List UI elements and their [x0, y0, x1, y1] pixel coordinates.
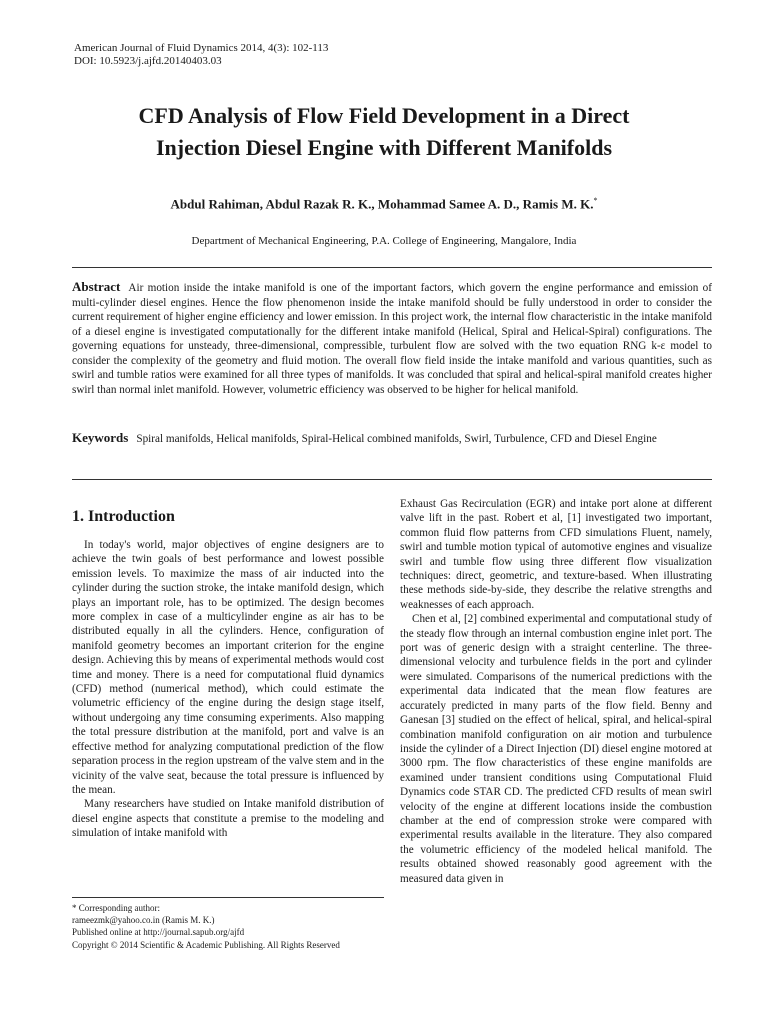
- keywords-label: Keywords: [72, 430, 129, 445]
- keywords: [72, 430, 712, 447]
- right-column: [400, 497, 712, 886]
- intro-paragraph-2: Many researchers have studied on Intake manifold distribution of diesel engine aspects that constitute a premise to the modeling and simulation of intake manifold with: [72, 798, 384, 840]
- footnotes: [72, 902, 384, 951]
- top-divider: [72, 267, 712, 268]
- author-list: [40, 196, 728, 212]
- journal-citation: American Journal of Fluid Dynamics 2014, 4(3): 102-113: [74, 42, 329, 54]
- affiliation: Department of Mechanical Engineering, P.A. College of Engineering, Mangalore, India: [191, 235, 577, 247]
- doi-text: DOI: 10.5923/j.ajfd.20140403.03: [74, 55, 222, 67]
- keywords-text: Spiral manifolds, Helical manifolds, Spiral-Helical combined manifolds, Swirl, Turbulence, CFD and Diesel Engine: [136, 433, 657, 445]
- paper-title: [40, 100, 728, 164]
- journal-header: [74, 42, 328, 68]
- section-divider: [72, 479, 712, 480]
- author-email: rameezmk@yahoo.co.in (Ramis M. K.): [72, 915, 215, 926]
- intro-paragraph-1: In today's world, major objectives of engine designers are to achieve the twin goals of best performance and lowest possible emission levels. To maximize the mass of air inducted into the cylinder during the suction stroke, the intake manifold design, which plays an important role, has to be optimized. The design becomes more complex in case of a multicylinder engine as air has to be distributed equally in all the cylinders. Hence, configuration of manifold geometry becomes an important criterion for the engine design. Achieving this by means of experimental methods would cost time and money. There is a need for computational fluid dynamics (CFD) method (numerical method), which could estimate the volumetric efficiency of the engine during the design stage itself, without undergoing any time consuming experiments. Also mapping the total pressure distribution at the manifold, port and valve is an effective method for analyzing computational prediction of the flow separation process in the region upstream of the valve stem and in the vicinity of the valve seat, because the total pressure is influenced by the mean.: [72, 539, 384, 796]
- left-column: [72, 538, 384, 841]
- section-heading-introduction: 1. Introduction: [72, 508, 175, 525]
- right-paragraph-1: Exhaust Gas Recirculation (EGR) and intake port alone at different valve lift in the past. Robert et al, [1] investigated two important, common fluid flow patterns from CFD simulations Fluent, namely, swirl and tumble motion typical of automotive engines and visualize swirl and tumble flow using three different flow visualization techniques: direct, geometric, and texture-based. When illustrating these methods side-by-side, they describe the relative strengths and weaknesses of each approach.: [400, 498, 712, 611]
- footnote-divider: [72, 897, 384, 898]
- published-online: Published online at http://journal.sapub.org/ajfd: [72, 927, 245, 938]
- abstract-label: Abstract: [72, 279, 121, 294]
- author-names: Abdul Rahiman, Abdul Razak R. K., Mohammad Samee A. D., Ramis M. K.: [170, 196, 594, 212]
- copyright-notice: Copyright © 2014 Scientific & Academic Publishing. All Rights Reserved: [72, 939, 340, 950]
- title-line-1: CFD Analysis of Flow Field Development in a Direct: [138, 103, 630, 128]
- abstract: [72, 280, 712, 397]
- corresponding-author: * Corresponding author:: [72, 903, 160, 913]
- corresponding-mark: *: [593, 196, 598, 205]
- abstract-text: Air motion inside the intake manifold is one of the important factors, which govern the engine performance and emission of multi-cylinder diesel engines. Hence the flow phenomenon inside the intake manifold should be fully understood in order to consider the current requirement of higher engine efficiency and lower emission. In this project work, the internal flow characteristic in the intake manifold of a diesel engine is investigated computationally for the different intake manifold (Helical, Spiral and Helical-Spiral) configurations. The governing equations for unsteady, three-dimensional, compressible, turbulent flow are solved with the two equation RNG k-ε model to consider the complexity of the geometry and fluid motion. The overall flow field inside the intake manifold and various quantities, such as swirl and tumble ratios were examined for all three types of manifolds. It was concluded that spiral and helical-spiral manifold creates higher swirl than normal inlet manifold. However, volumetric efficiency was observed to be higher for helical manifold.: [72, 282, 712, 396]
- right-paragraph-2: Chen et al, [2] combined experimental and computational study of the steady flow through an internal combustion engine inlet port. The port was of generic design with a straight centerline. The three-dimensional velocity and turbulence fields in the port and cylinder were simulated. Comparisons of the numerical predictions with the experimental data indicated that the mean flow features are accurately predicted in many parts of the flow field. Benny and Ganesan [3] studied on the effect of helical, spiral, and helical-spiral combination manifold configuration on air motion and turbulence inside the cylinder of a Direct Injection (DI) diesel engine motored at 3000 rpm. The flow characteristics of these engine manifolds are examined under transient conditions using Computational Fluid Dynamics code STAR CD. The predicted CFD results of mean swirl velocity of the engine at different locations inside the combustion chamber at the end of compression stroke were compared with experimental results available in the literature. They also compared the volumetric efficiency of the modeled helical manifold. The results obtained showed reasonably good agreement with the measured data given in: [400, 613, 712, 885]
- title-line-2: Injection Diesel Engine with Different Manifolds: [155, 135, 613, 160]
